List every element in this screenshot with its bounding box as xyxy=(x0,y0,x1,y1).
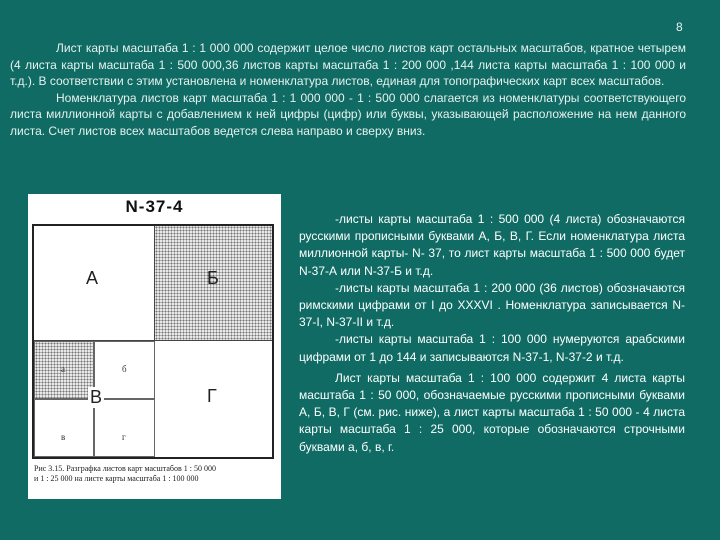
description-text xyxy=(299,211,685,456)
description-paragraph-3: -листы карты масштаба 1 : 100 000 нумеруются арабскими цифрами от 1 до 144 и записываются N-37-1, N-37-2 и т.д. xyxy=(299,332,685,364)
subsheet-g-label: г xyxy=(122,432,126,442)
subsheet-a-label: а xyxy=(61,364,65,374)
description-paragraph-4: Лист карты масштаба 1 : 100 000 содержит 4 листа карты масштаба 1 : 50 000, обозначаемые русскими прописными буквами А, Б, В, Г (см. рис. ниже), а лист карты масштаба 1 : 50 000 - 4 листа карты масштаба 1 : 25 000, которые обозначаются строчными буквами а, б, в, г. xyxy=(299,370,685,454)
quadrant-g xyxy=(155,341,272,457)
caption-line-2: и 1 : 25 000 на листе карты масштаба 1 : 100 000 xyxy=(34,474,199,483)
quadrant-g-label: Г xyxy=(207,386,217,406)
subsheet-a xyxy=(34,341,94,399)
quadrant-v xyxy=(34,341,155,457)
quadrant-b-label: Б xyxy=(207,268,219,288)
quadrant-b xyxy=(155,226,272,341)
quadrant-v-label: В xyxy=(90,387,103,407)
subsheet-b-label: б xyxy=(122,364,127,374)
subsheet-v xyxy=(34,399,94,457)
caption-line-1: Рис 3.15. Разграфка листов карт масштабов 1 : 50 000 xyxy=(34,464,216,473)
quadrant-a xyxy=(34,226,155,341)
intro-paragraph-1: Лист карты масштаба 1 : 1 000 000 содержит целое число листов карт остальных масштабов, кратное четырем (4 листа карты масштаба 1 : 500 000,36 листов карты масштаба 1 : 200 000 ,144 листа карты масштаба 1 : 100 000 и т.д.). В соответствии с этим установлена и номенклатура листов, единая для топографических карт всех масштабов. xyxy=(10,41,686,89)
description-paragraph-2: -листы карты масштаба 1 : 200 000 (36 листов) обозначаются римскими цифрами от I до XXXVI . Номенклатура записывается N-37-I, N-37-II и т.д. xyxy=(299,280,685,330)
subsheet-v-label: в xyxy=(61,432,66,442)
page-number: 8 xyxy=(676,20,683,34)
intro-text xyxy=(10,40,686,140)
sheet-grid xyxy=(32,224,274,459)
quadrant-a-label: А xyxy=(86,268,99,288)
description-paragraph-1: -листы карты масштаба 1 : 500 000 (4 листа) обозначаются русскими прописными буквами А, Б, В, Г. Если номенклатура листа миллионной карты- N- 37, то лист карты масштаба 1 : 500 000 будет N-37-А или N-37-Б и т.д. xyxy=(299,212,685,278)
figure-caption xyxy=(34,464,276,484)
figure-title: N-37-4 xyxy=(125,197,184,216)
intro-paragraph-2: Номенклатура листов карт масштаба 1 : 1 000 000 - 1 : 500 000 слагается из номенклатуры соответствующего листа миллионной карты с добавлением к ней цифры (цифр) или буквы, указывающей расположение на нем данного листа. Счет листов всех масштабов ведется слева направо и сверху вниз. xyxy=(10,90,686,138)
sheet-layout-figure xyxy=(28,194,281,499)
